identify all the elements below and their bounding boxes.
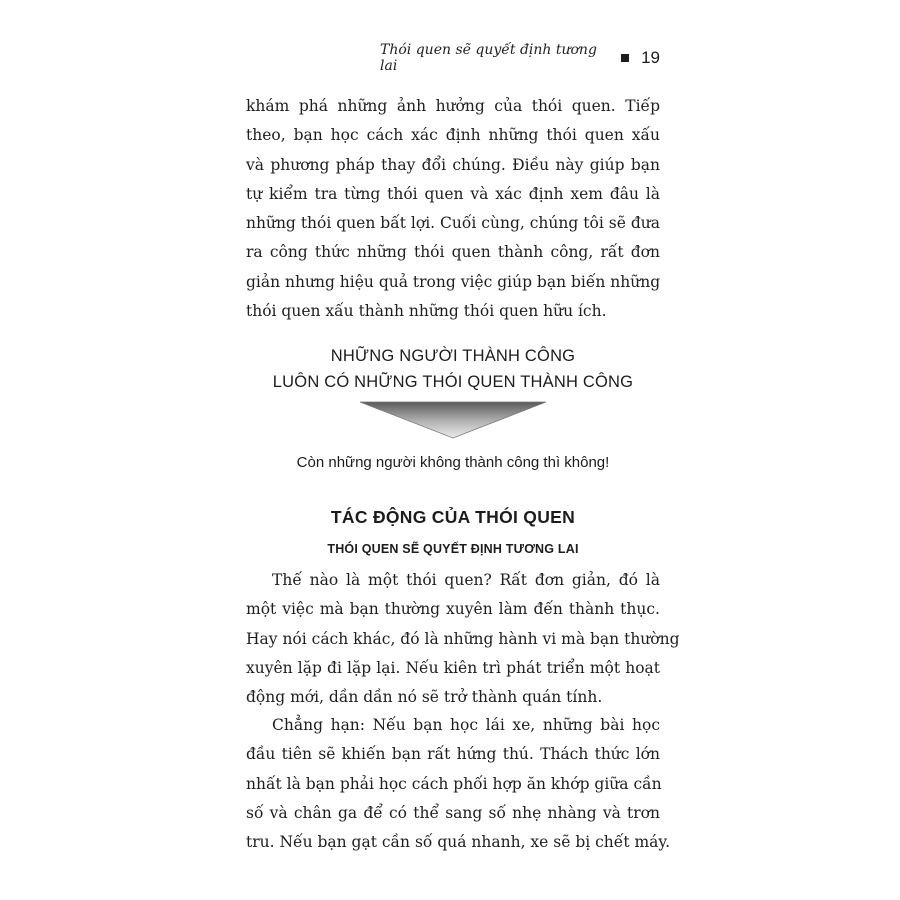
text-line: những thói quen bất lợi. Cuối cùng, chúng tôi sẽ đưa: [246, 214, 660, 233]
text-line: theo, bạn học cách xác định những thói quen xấu: [246, 126, 660, 145]
section-title: TÁC ĐỘNG CỦA THÓI QUEN: [330, 507, 576, 527]
text-line: động mới, dần dần nó sẽ trở thành quán tính.: [246, 688, 603, 707]
text-line: ra công thức những thói quen thành công, rất đơn: [246, 243, 660, 262]
text-line: giản nhưng hiệu quả trong việc giúp bạn biến những: [246, 272, 661, 291]
callout-heading: [246, 343, 660, 395]
down-arrow-icon: [358, 400, 548, 440]
text-line: số và chân ga để có thể sang số nhẹ nhàng và trơn: [246, 803, 660, 822]
callout-line-1: NHỮNG NGƯỜI THÀNH CÔNG: [330, 347, 576, 365]
text-line: Chẳng hạn: Nếu bạn học lái xe, những bài học: [272, 716, 660, 734]
text-line: đầu tiên sẽ khiến bạn rất hứng thú. Thách thức lớn: [246, 745, 660, 764]
square-bullet-icon: [621, 54, 629, 62]
page-number: 19: [641, 48, 660, 67]
text-line: tru. Nếu bạn gạt cần số quá nhanh, xe sẽ bị chết máy.: [246, 833, 671, 852]
text-line: tự kiểm tra từng thói quen và xác định xem đâu là: [246, 184, 660, 203]
text-line: Hay nói cách khác, đó là những hành vi mà bạn thường: [246, 629, 680, 648]
running-head-title: Thói quen sẽ quyết định tương lai: [380, 42, 597, 74]
running-head: [380, 42, 660, 74]
text-line: thói quen xấu thành những thói quen hữu ích.: [246, 302, 607, 321]
text-line: Thế nào là một thói quen? Rất đơn giản, đó là: [272, 571, 660, 589]
text-line: khám phá những ảnh hưởng của thói quen. Tiếp: [246, 97, 660, 115]
callout-conclusion: Còn những người không thành công thì không!: [296, 454, 610, 471]
paragraph-2: [246, 566, 680, 712]
text-line: một việc mà bạn thường xuyên làm đến thành thục.: [246, 600, 660, 619]
text-line: và phương pháp thay đổi chúng. Điều này giúp bạn: [246, 155, 660, 174]
text-line: nhất là bạn phải học cách phối hợp ăn khớp giữa cần: [246, 774, 662, 793]
paragraph-1: [246, 92, 660, 326]
text-line: xuyên lặp đi lặp lại. Nếu kiên trì phát triển một hoạt: [246, 658, 660, 677]
paragraph-3: [246, 711, 671, 857]
section-subtitle: THÓI QUEN SẼ QUYẾT ĐỊNH TƯƠNG LAI: [327, 542, 579, 556]
callout-line-2: LUÔN CÓ NHỮNG THÓI QUEN THÀNH CÔNG: [272, 373, 634, 391]
